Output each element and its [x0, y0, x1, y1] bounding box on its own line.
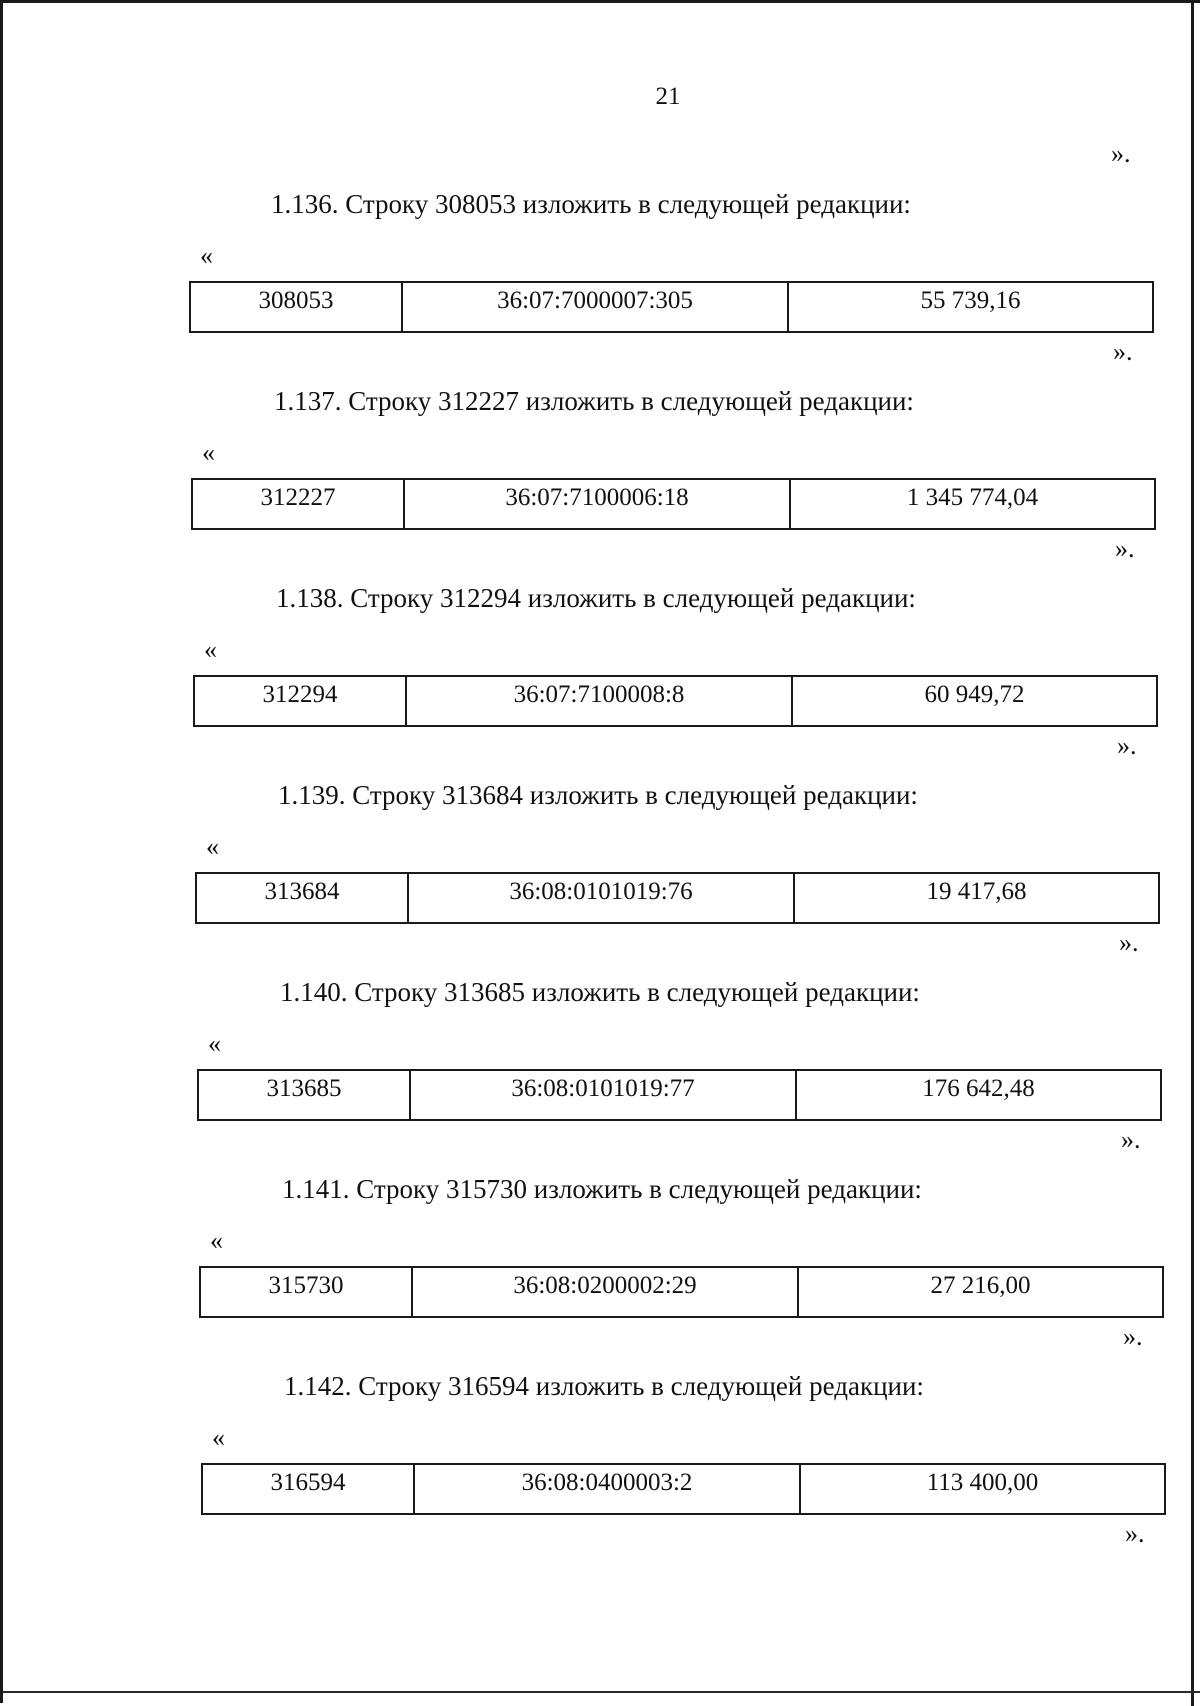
close-quote: ».	[1121, 1125, 1141, 1154]
open-quote: «	[202, 438, 215, 467]
open-quote: «	[204, 635, 217, 664]
entry-heading: 1.136. Строку 308053 изложить в следующей редакции:	[271, 189, 911, 219]
open-quote: «	[208, 1029, 221, 1058]
row-code-cell: 316594	[202, 1464, 414, 1514]
close-quote: ».	[1113, 337, 1133, 366]
table-row	[195, 872, 1160, 924]
value-cell: 60 949,72	[792, 676, 1157, 726]
entry-heading: 1.140. Строку 313685 изложить в следующей редакции:	[280, 977, 920, 1007]
row-code-cell: 308053	[190, 282, 402, 332]
cadastral-number-cell: 36:08:0101019:77	[410, 1070, 796, 1120]
open-quote: «	[206, 832, 219, 861]
row-code-cell: 312294	[194, 676, 406, 726]
cadastral-number-cell: 36:07:7100006:18	[404, 479, 790, 529]
entry-heading: 1.139. Строку 313684 изложить в следующей редакции:	[278, 780, 918, 810]
entry-heading: 1.142. Строку 316594 изложить в следующей редакции:	[284, 1371, 924, 1401]
table-row	[201, 1463, 1166, 1515]
cadastral-number-cell: 36:07:7100008:8	[406, 676, 792, 726]
table-row	[191, 478, 1156, 530]
value-cell: 55 739,16	[788, 282, 1153, 332]
close-quote: ».	[1125, 1519, 1145, 1548]
close-quote: ».	[1117, 731, 1137, 760]
open-quote: «	[210, 1226, 223, 1255]
entry-heading: 1.137. Строку 312227 изложить в следующей редакции:	[274, 386, 914, 416]
value-cell: 113 400,00	[800, 1464, 1165, 1514]
table-row	[193, 675, 1158, 727]
cadastral-number-cell: 36:08:0101019:76	[408, 873, 794, 923]
close-quote: ».	[1123, 1322, 1143, 1351]
row-code-cell: 313684	[196, 873, 408, 923]
cadastral-number-cell: 36:08:0200002:29	[412, 1267, 798, 1317]
value-cell: 27 216,00	[798, 1267, 1163, 1317]
value-cell: 19 417,68	[794, 873, 1159, 923]
close-quote: ».	[1119, 928, 1139, 957]
value-cell: 176 642,48	[796, 1070, 1161, 1120]
open-quote: «	[200, 241, 213, 270]
row-code-cell: 315730	[200, 1267, 412, 1317]
value-cell: 1 345 774,04	[790, 479, 1155, 529]
open-quote: «	[212, 1423, 225, 1452]
cadastral-number-cell: 36:08:0400003:2	[414, 1464, 800, 1514]
table-row	[197, 1069, 1162, 1121]
table-row	[189, 281, 1154, 333]
top-close-quote: ».	[1111, 139, 1131, 168]
row-code-cell: 313685	[198, 1070, 410, 1120]
table-row	[199, 1266, 1164, 1318]
row-code-cell: 312227	[192, 479, 404, 529]
cadastral-number-cell: 36:07:7000007:305	[402, 282, 788, 332]
page-edge-right	[1191, 3, 1194, 1706]
page-number: 21	[655, 83, 681, 110]
entry-heading: 1.138. Строку 312294 изложить в следующей редакции:	[276, 583, 916, 613]
page-edge-bottom	[3, 1691, 1200, 1693]
entry-heading: 1.141. Строку 315730 изложить в следующей редакции:	[282, 1174, 922, 1204]
close-quote: ».	[1115, 534, 1135, 563]
